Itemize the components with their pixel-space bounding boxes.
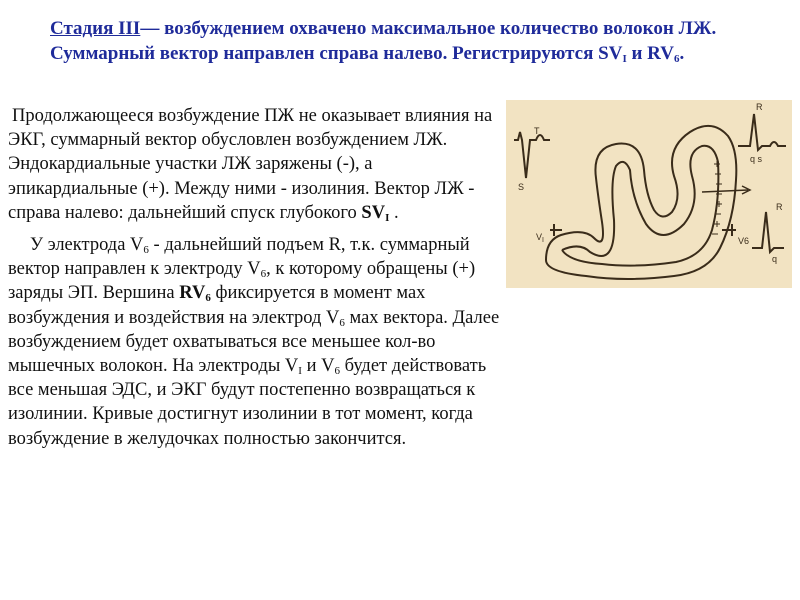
title-rv: RV xyxy=(647,43,674,64)
paragraph-1 xyxy=(8,104,500,225)
title-sv: SV xyxy=(598,43,623,64)
p1-text: Продолжающееся возбуждение ПЖ не оказывает влияния на ЭКГ, суммарный вектор обусловлен возбуждением ЛЖ. Эндокардиальные участки ЛЖ заряжены (-), а эпикардиальные (+). Между ними - изолиния. Вектор ЛЖ - справа налево: дальнейший спуск глубокого xyxy=(8,106,493,223)
label-qs: q s xyxy=(750,154,763,164)
p1-sv-sub: I xyxy=(385,211,390,224)
p2-s2: 6 xyxy=(260,268,267,281)
vector-arrow xyxy=(702,190,748,192)
p2-t4: фиксируется в момент мах возбуждения и воздействия на электрод V xyxy=(8,283,426,328)
p1-end: . xyxy=(389,202,399,223)
ecg-trace-v1 xyxy=(514,132,550,178)
ecg-trace-top-right xyxy=(738,114,786,150)
label-r-right: R xyxy=(776,202,783,212)
label-v1: $V_I$ xyxy=(536,232,544,244)
diagram-svg xyxy=(506,100,792,288)
p2-t5: мах вектора. Далее возбуждением будет охватываться все меньшее кол-во мышечных волокон. На электроды V xyxy=(8,307,500,377)
title-and: и xyxy=(626,43,648,64)
p2-t3: , к которому обращены (+) заряды ЭП. Вершина xyxy=(8,259,476,304)
electrode-v1 xyxy=(550,224,562,236)
label-r-top: R xyxy=(756,102,763,112)
label-s: S xyxy=(518,182,525,192)
p2-s3: 6 xyxy=(339,316,345,329)
p2-t2: - дальнейший подъем R, т.к. суммарный вектор направлен к электроду V xyxy=(8,235,470,280)
slide-title xyxy=(50,16,730,66)
p1-sv: SV xyxy=(361,202,386,223)
label-q: q xyxy=(772,254,778,264)
body-text xyxy=(8,104,500,451)
title-rv-sub: 6 xyxy=(673,53,680,65)
p2-rv-sub: 6 xyxy=(205,292,211,305)
p2-s5: 6 xyxy=(334,365,340,378)
heart-outline xyxy=(546,126,736,279)
stage-label: Стадия III xyxy=(50,18,141,39)
ecg-trace-v6 xyxy=(752,212,784,252)
p2-s1: 6 xyxy=(143,244,149,257)
p2-t7: будет действовать все меньшая ЭДС, и ЭКГ будут постепенно возвращаться к изолинии. Кривые достигнут изолинии в тот момент, когда возбуждение в желудочках полностью закончится. xyxy=(8,356,487,449)
p2-t6: и V xyxy=(301,356,335,377)
title-text: — возбуждением охвачено максимальное количество волокон ЛЖ. Суммарный вектор направлен справа налево. Регистрируются xyxy=(50,18,717,64)
ecg-heart-diagram xyxy=(506,100,792,288)
title-sv-sub: I xyxy=(622,53,627,65)
label-t: T xyxy=(534,126,540,136)
p2-s4: I xyxy=(298,365,302,378)
label-v6: V6 xyxy=(738,236,750,246)
title-end: . xyxy=(679,43,685,64)
p2-t1: У электрода V xyxy=(30,235,144,256)
p2-rv: RV xyxy=(179,283,206,304)
inner-curve xyxy=(562,146,718,266)
paragraph-2 xyxy=(8,233,500,451)
